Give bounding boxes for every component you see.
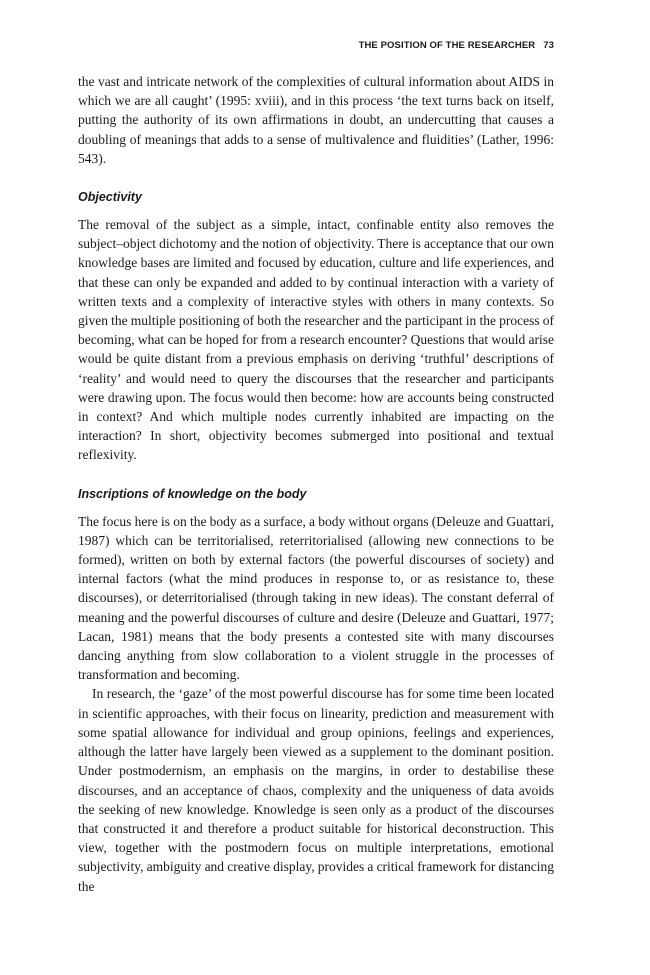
paragraph-body-surface: The focus here is on the body as a surface, a body without organs (Deleuze and Guattari, 1987) which can be territorialised, reterritorialised (allowing new connections to be formed), written on both by external factors (the powerful discourses of society) and internal factors (what the mind produces in response to, or as resistance to, these discourses), or deterritorialised (through taking in new ideas). The constant deferral of meaning and the powerful discourses of culture and desire (Deleuze and Guattari, 1977; Lacan, 1981) means that the body presents a contested site with many discourses dancing anything from slow collaboration to a violent struggle in the processes of transformation and becoming. bbox=[78, 513, 554, 683]
paragraph-objectivity: The removal of the subject as a simple, intact, confinable entity also removes the subject–object dichotomy and the notion of objectivity. There is acceptance that our own knowledge bases are limited and focused by education, culture and life experiences, and that these can only be expanded and added to by continual interaction with a variety of written texts and a complexity of interactive styles with others in many contexts. So given the multiple positioning of both the researcher and the participant in the process of becoming, what can be hoped for from a research encounter? Questions that would arise would be quite distant from a previous emphasis on deriving ‘truthful’ descriptions of ‘reality’ and would need to query the discourses that the researcher and participants were drawing upon. The focus would then become: how are accounts being constructed in context? And which multiple nodes currently inhabited are impacting on the interaction? In short, objectivity becomes submerged into positional and textual reflexivity. bbox=[78, 217, 554, 463]
paragraph-research-gaze: In research, the ‘gaze’ of the most powerful discourse has for some time been located in scientific approaches, with their focus on linearity, prediction and measurement with some spatial allowance for individual and group opinions, feelings and experiences, although the latter have largely been viewed as a supplement to the dominant position. Under postmodernism, an emphasis on the margins, in order to destabilise these discourses, and an acceptance of chaos, complexity and the uniqueness of data avoids the seeking of new knowledge. Knowledge is seen only as a product of the discourses that constructed it and therefore a product suitable for historical deconstruction. This view, together with the postmodern focus on multiple interpretations, emotional subjectivity, ambiguity and creative display, provides a critical framework for distancing the bbox=[78, 686, 554, 894]
section-heading-objectivity: Objectivity bbox=[78, 190, 142, 205]
page-number: 73 bbox=[543, 40, 554, 51]
running-head-title: THE POSITION OF THE RESEARCHER bbox=[358, 40, 536, 51]
running-head bbox=[78, 38, 554, 54]
section-heading-inscriptions: Inscriptions of knowledge on the body bbox=[78, 486, 307, 501]
paragraph-continuation: the vast and intricate network of the complexities of cultural information about AIDS in which we are all caught’ (1995: xviii), and in this process ‘the text turns back on itself, putting the authority of its own affirmations in doubt, an undercutting that causes a doubling of meanings that adds to a sense of multivalence and fluidities’ (Lather, 1996: 543). bbox=[78, 74, 554, 166]
book-page bbox=[78, 38, 554, 896]
